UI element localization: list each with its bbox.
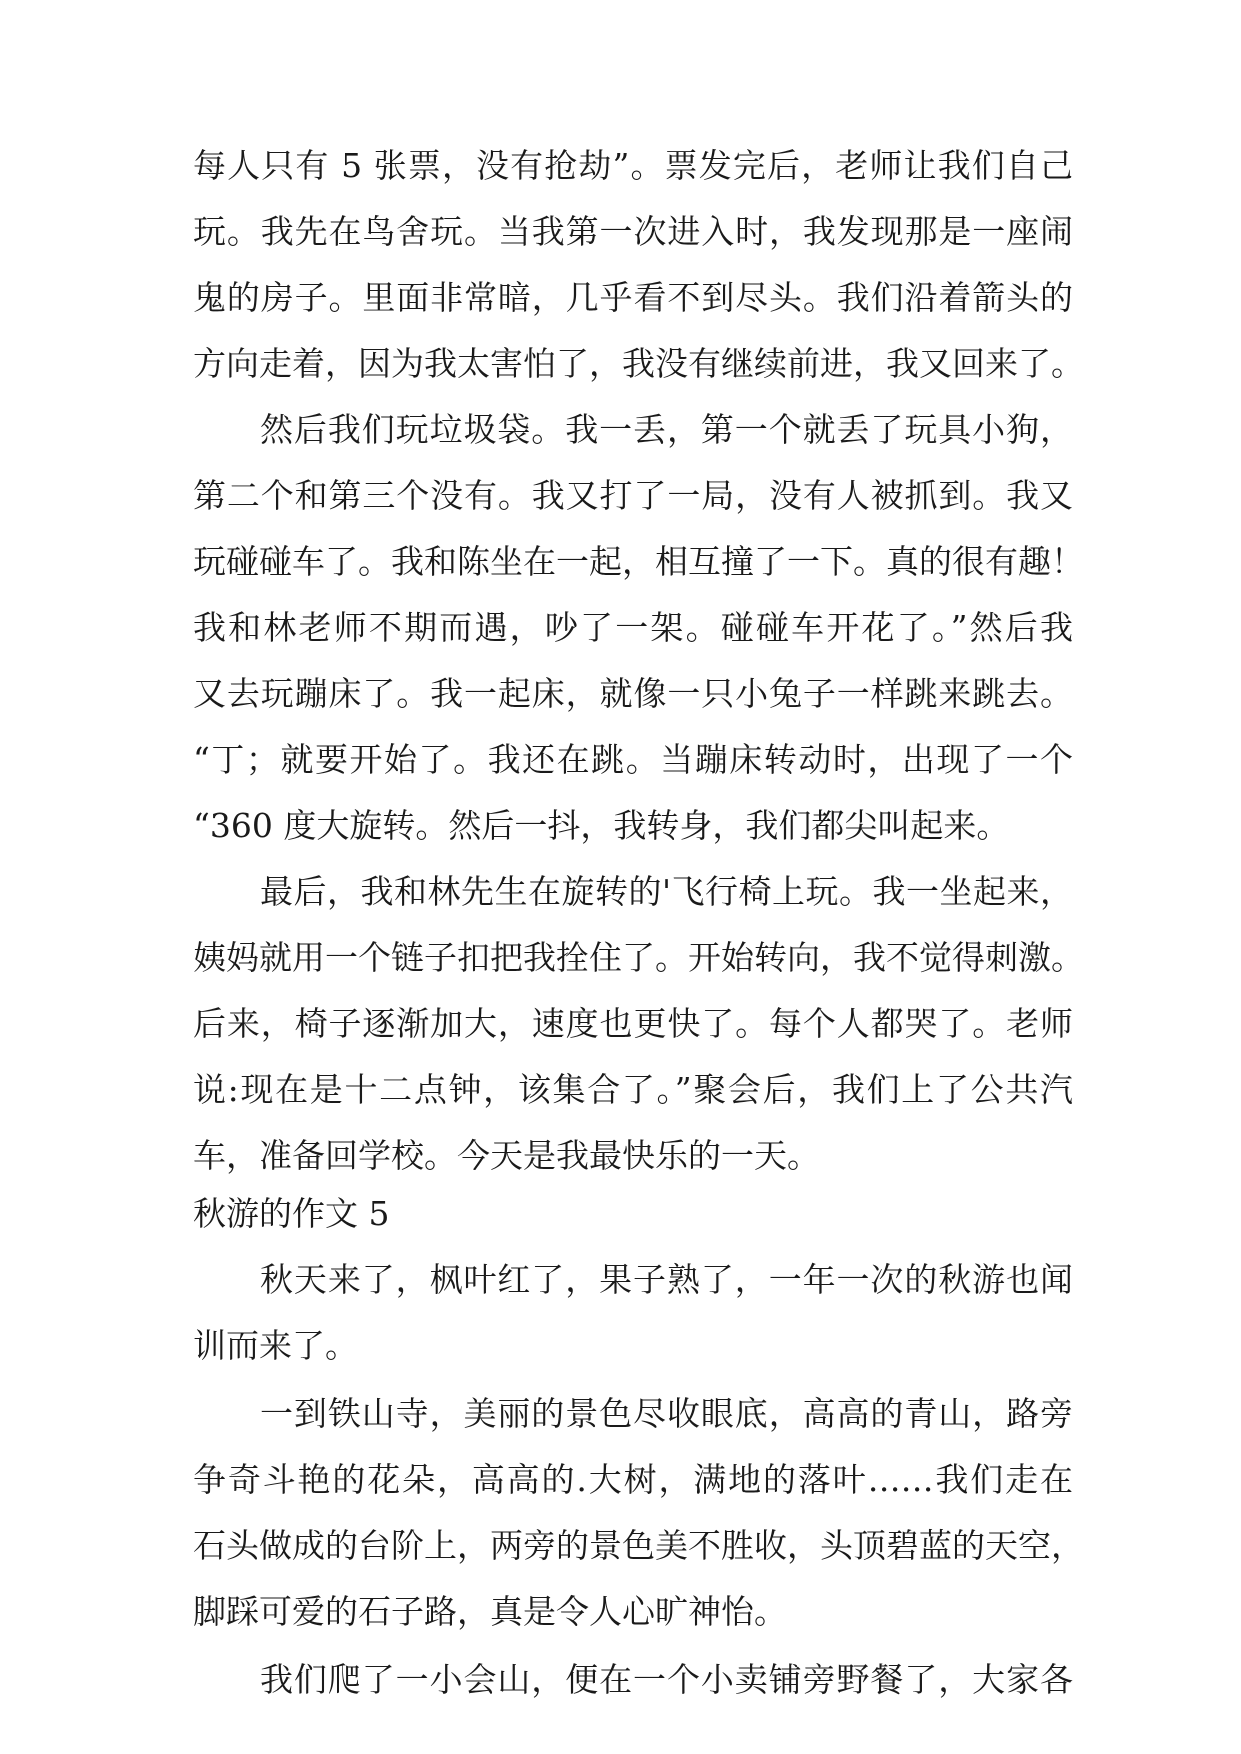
section-heading: 秋游的作文 5 — [193, 1194, 390, 1233]
text-line: 后来，椅子逐渐加大，速度也更快了。每个人都哭了。老师 — [193, 1004, 1073, 1043]
text-line: 说:现在是十二点钟，该集合了。”聚会后，我们上了公共汽 — [193, 1070, 1073, 1109]
text-line: 第二个和第三个没有。我又打了一局，没有人被抓到。我又 — [193, 476, 1073, 515]
text-line: 鬼的房子。里面非常暗，几乎看不到尽头。我们沿着箭头的 — [193, 278, 1073, 317]
text-line: “丁；就要开始了。我还在跳。当蹦床转动时，出现了一个 — [193, 740, 1073, 779]
text-line: 训而来了。 — [193, 1326, 358, 1365]
text-line: 每人只有 5 张票，没有抢劫”。票发完后，老师让我们自己 — [193, 146, 1073, 185]
text-line: 最后，我和林先生在旋转的'飞行椅上玩。我一坐起来， — [260, 872, 1073, 911]
text-line: 玩碰碰车了。我和陈坐在一起，相互撞了一下。真的很有趣！ — [193, 542, 1084, 581]
text-line: 秋天来了，枫叶红了，果子熟了，一年一次的秋游也闻 — [260, 1260, 1073, 1299]
text-line: 一到铁山寺，美丽的景色尽收眼底，高高的青山，路旁 — [260, 1394, 1073, 1433]
text-line: 玩。我先在鸟舍玩。当我第一次进入时，我发现那是一座闹 — [193, 212, 1073, 251]
text-line: 然后我们玩垃圾袋。我一丢，第一个就丢了玩具小狗， — [260, 410, 1073, 449]
text-line: 方向走着，因为我太害怕了，我没有继续前进，我又回来了。 — [193, 344, 1084, 383]
text-line: 石头做成的台阶上，两旁的景色美不胜收，头顶碧蓝的天空， — [193, 1526, 1084, 1565]
text-line: 争奇斗艳的花朵，高高的.大树，满地的落叶……我们走在 — [193, 1460, 1073, 1499]
text-line: 脚踩可爱的石子路，真是令人心旷神怡。 — [193, 1592, 787, 1631]
text-line: 车，准备回学校。今天是我最快乐的一天。 — [193, 1136, 820, 1175]
text-line: 姨妈就用一个链子扣把我拴住了。开始转向，我不觉得刺激。 — [193, 938, 1084, 977]
text-line: 我们爬了一小会山，便在一个小卖铺旁野餐了，大家各 — [260, 1660, 1073, 1699]
text-line: 又去玩蹦床了。我一起床，就像一只小兔子一样跳来跳去。 — [193, 674, 1073, 713]
text-line: 我和林老师不期而遇，吵了一架。碰碰车开花了。”然后我 — [193, 608, 1073, 647]
text-line: “360 度大旋转。然后一抖，我转身，我们都尖叫起来。 — [193, 806, 1010, 845]
